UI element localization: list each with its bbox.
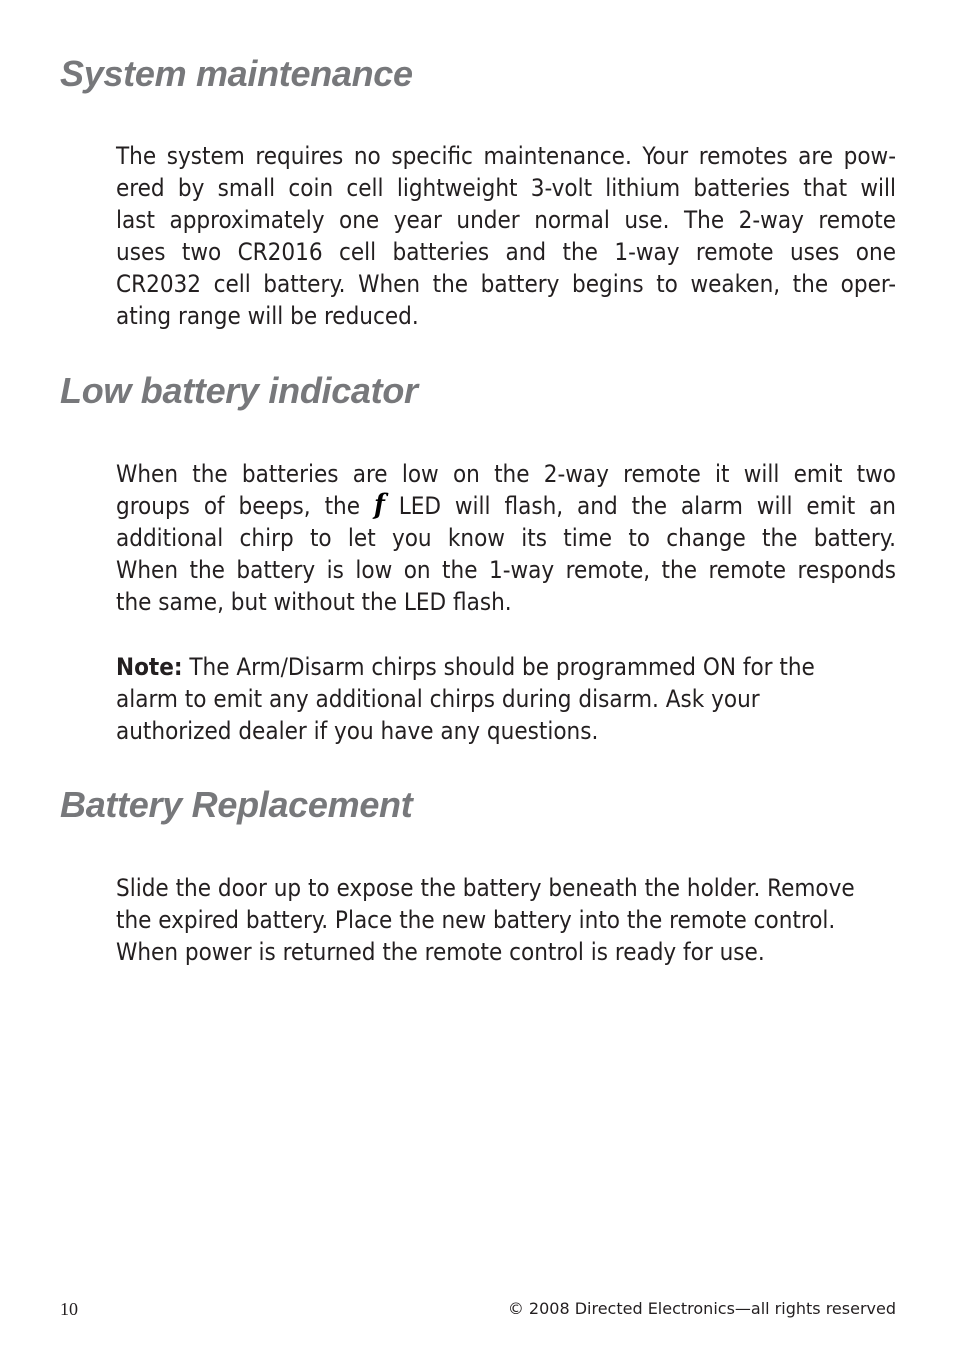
heading-system-maintenance: System maintenance bbox=[60, 53, 413, 94]
heading-low-battery-indicator: Low battery indicator bbox=[60, 370, 418, 411]
text-fragment: groups of beeps, the bbox=[116, 492, 361, 520]
text-fragment: The Arm/Disarm chirps should be programmed ON for the bbox=[189, 653, 815, 681]
text-line: The system requires no specific maintenance. Your remotes are pow- bbox=[116, 142, 896, 170]
maintenance-paragraph bbox=[116, 140, 896, 332]
text-line: When power is returned the remote control is ready for use. bbox=[116, 938, 765, 966]
low-battery-paragraph bbox=[116, 458, 896, 618]
note-label: Note: bbox=[116, 653, 183, 681]
text-line: When the batteries are low on the 2-way remote it will emit two bbox=[116, 460, 896, 488]
note-line bbox=[116, 651, 896, 683]
text-line: the same, but without the LED flash. bbox=[116, 588, 512, 616]
note-line: authorized dealer if you have any questions. bbox=[116, 717, 599, 745]
text-line: last approximately one year under normal use. The 2-way remote bbox=[116, 206, 896, 234]
text-line: CR2032 cell battery. When the battery begins to weaken, the oper- bbox=[116, 270, 896, 298]
page-number: 10 bbox=[60, 1299, 78, 1319]
note-line: alarm to emit any additional chirps during disarm. Ask your bbox=[116, 685, 760, 713]
text-line: the expired battery. Place the new battery into the remote control. bbox=[116, 906, 836, 934]
text-line: Slide the door up to expose the battery beneath the holder. Remove bbox=[116, 874, 855, 902]
replacement-paragraph bbox=[116, 872, 896, 968]
text-line: ered by small coin cell lightweight 3-volt lithium batteries that will bbox=[116, 174, 896, 202]
heading-battery-replacement: Battery Replacement bbox=[60, 784, 413, 825]
copyright-notice: © 2008 Directed Electronics—all rights reserved bbox=[507, 1299, 896, 1318]
text-line: uses two CR2016 cell batteries and the 1-way remote uses one bbox=[116, 238, 896, 266]
text-line-with-icon bbox=[116, 490, 896, 522]
text-line: ating range will be reduced. bbox=[116, 302, 419, 330]
text-fragment: LED will flash, and the alarm will emit an bbox=[398, 492, 896, 520]
function-f-icon: f bbox=[373, 488, 385, 521]
note-paragraph bbox=[116, 651, 896, 747]
text-line: additional chirp to let you know its time to change the battery. bbox=[116, 524, 896, 552]
text-line: When the battery is low on the 1-way remote, the remote responds bbox=[116, 556, 896, 584]
